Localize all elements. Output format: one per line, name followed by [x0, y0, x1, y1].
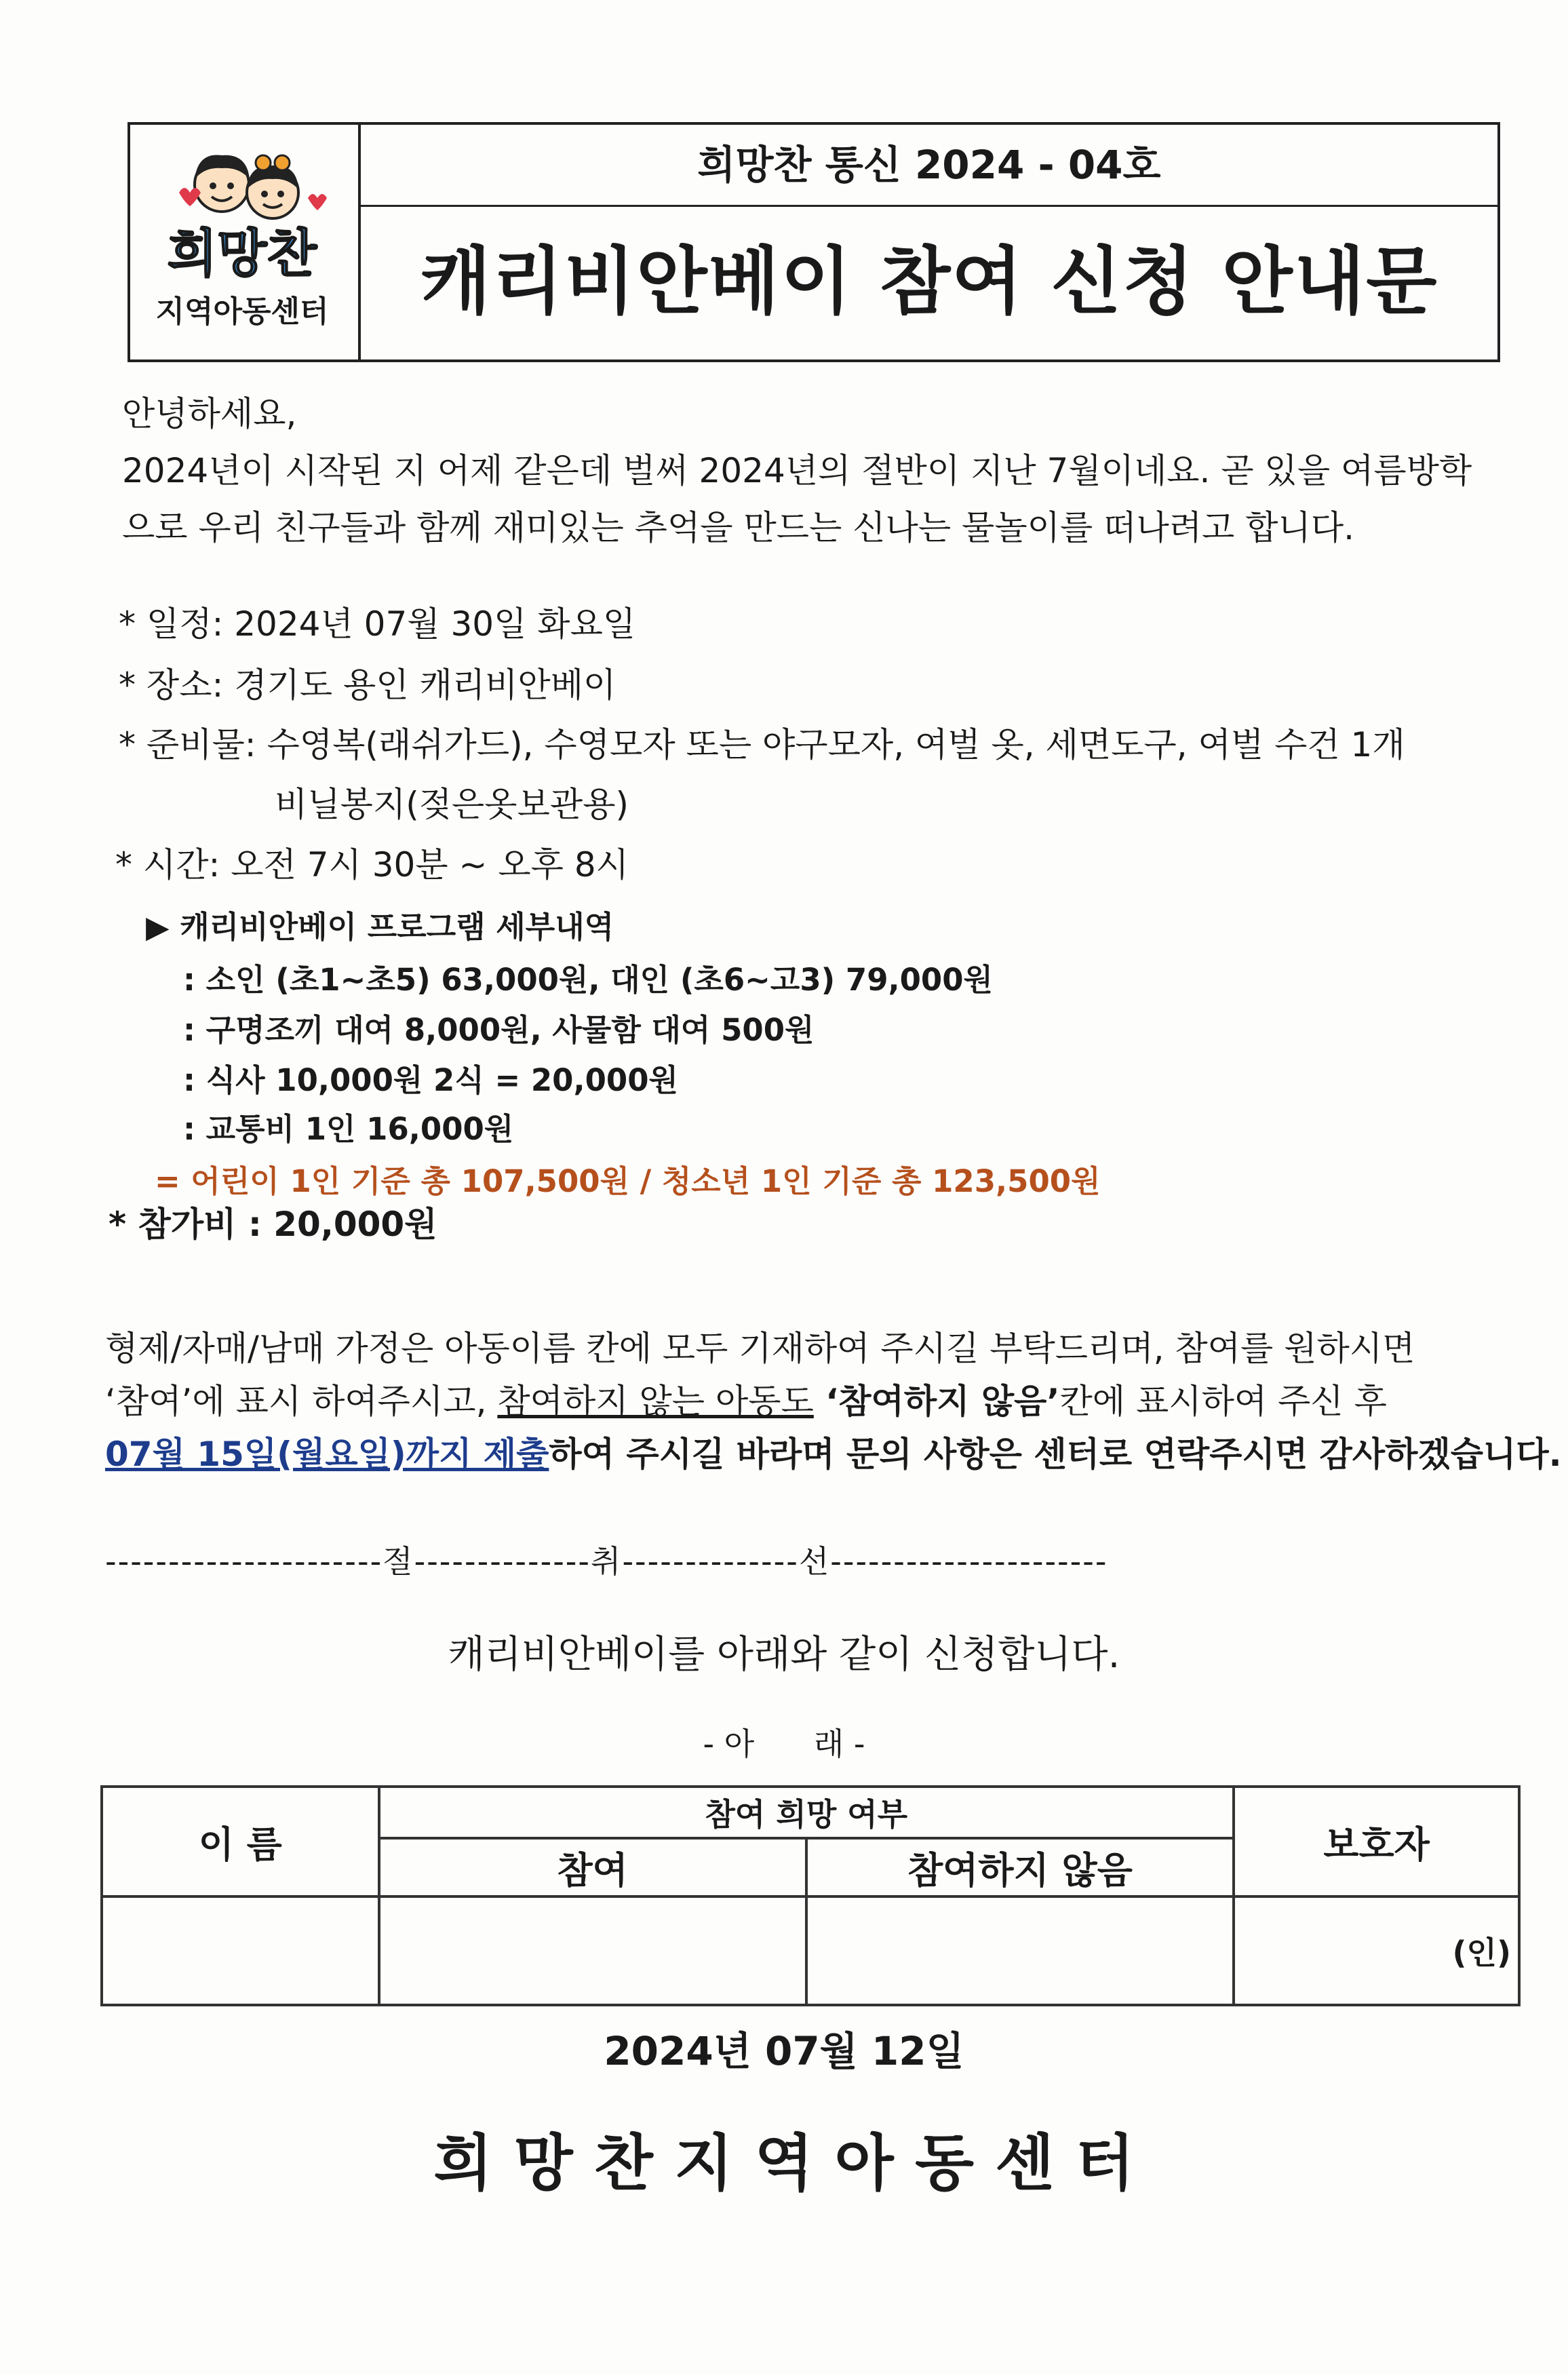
name-header: 이 름: [102, 1787, 379, 1896]
notice-line-3: [105, 1434, 1562, 1475]
not-participate-check-cell[interactable]: [806, 1896, 1234, 2005]
participate-header: 참여: [379, 1838, 806, 1896]
submission-deadline: 07월 15일(월요일)까지 제출: [105, 1435, 549, 1474]
guardian-header: 보호자: [1234, 1787, 1519, 1896]
wish-header: 참여 희망 여부: [379, 1787, 1234, 1838]
dash-segment: ----------------------: [830, 1543, 1108, 1580]
dash-segment: --------------: [622, 1543, 799, 1580]
cut-char: 절: [383, 1543, 414, 1580]
place: * 장소: 경기도 용인 캐리비안베이: [119, 665, 616, 705]
header-box: [128, 122, 1500, 362]
greeting: 안녕하세요,: [122, 394, 297, 433]
application-statement: 캐리비안베이를 아래와 같이 신청합니다.: [448, 1633, 1120, 1677]
intro-line-2: 으로 우리 친구들과 함께 재미있는 추억을 만드는 신나는 물놀이를 떠나려고 합니다.: [122, 508, 1355, 547]
notice-part: 칸에 표시하여 주신 후: [1059, 1382, 1387, 1421]
cut-char: 취: [591, 1543, 623, 1580]
notice-part: 하여 주시길 바라며 문의 사항은 센터로 연락주시면 감사하겠습니다.: [549, 1435, 1562, 1474]
below-label: - 아 래 -: [703, 1726, 865, 1762]
fee-rental: : 구명조끼 대여 8,000원, 사물함 대여 500원: [183, 1012, 815, 1048]
participation-fee: * 참가비 : 20,000원: [109, 1205, 437, 1244]
program-title: ▶ 캐리비안베이 프로그램 세부내역: [146, 909, 614, 945]
intro-line-1: 2024년이 시작된 지 어제 같은데 벌써 2024년의 절반이 지난 7월이네요. 곧 있을 여름방학: [122, 451, 1472, 490]
name-input-cell[interactable]: [102, 1896, 379, 2005]
dash-segment: --------------: [414, 1543, 591, 1580]
schedule: * 일정: 2024년 07월 30일 화요일: [119, 604, 636, 644]
fee-ticket: : 소인 (초1~초5) 63,000원, 대인 (초6~고3) 79,000원: [183, 962, 994, 998]
cut-line: [105, 1537, 1108, 1582]
notice-line-1: 형제/자매/남매 가정은 아동이름 칸에 모두 기재하여 주시길 부탁드리며, 참여를 원하시면: [105, 1329, 1415, 1368]
notice-underlined: 참여하지 않는 아동도: [497, 1382, 814, 1421]
supplies-continued: 비닐봉지(젖은옷보관용): [275, 785, 629, 824]
center-logo-image: [130, 125, 361, 359]
time: * 시간: 오전 7시 30분 ~ 오후 8시: [115, 845, 629, 884]
dash-segment: ----------------------: [105, 1543, 383, 1580]
supplies: * 준비물: 수영복(래쉬가드), 수영모자 또는 야구모자, 여벌 옷, 세면도구, 여벌 수건 1개: [119, 725, 1405, 764]
notice-line-2: [105, 1381, 1387, 1422]
issue-date: 2024년 07월 12일: [604, 2028, 964, 2074]
organization-name: 희 망 찬 지 역 아 동 센 터: [433, 2128, 1135, 2199]
page-title: 캐리비안베이 참여 신청 안내문: [420, 239, 1438, 324]
svg-text:지역아동센터: 지역아동센터: [155, 294, 329, 329]
logo-cell: [130, 125, 361, 359]
not-participate-header: 참여하지 않음: [806, 1838, 1234, 1896]
application-table: [100, 1785, 1521, 2006]
svg-text:희망찬: 희망찬: [167, 223, 317, 284]
seal-mark: (인): [1452, 1934, 1511, 1971]
notice-part: ‘참여’에 표시 하여주시고,: [105, 1382, 498, 1421]
guardian-seal-cell[interactable]: [1234, 1896, 1519, 2005]
newsletter-issue: 희망찬 통신 2024 - 04호: [361, 125, 1497, 207]
notice-not-participate: ‘참여하지 않음’: [813, 1382, 1060, 1421]
total-cost: = 어린이 1인 기준 총 107,500원 / 청소년 1인 기준 총 123,500원: [155, 1163, 1101, 1199]
fee-transport: : 교통비 1인 16,000원: [183, 1111, 514, 1147]
cut-char: 선: [798, 1543, 831, 1580]
fee-meal: : 식사 10,000원 2식 = 20,000원: [183, 1062, 678, 1098]
participate-check-cell[interactable]: [379, 1896, 806, 2005]
